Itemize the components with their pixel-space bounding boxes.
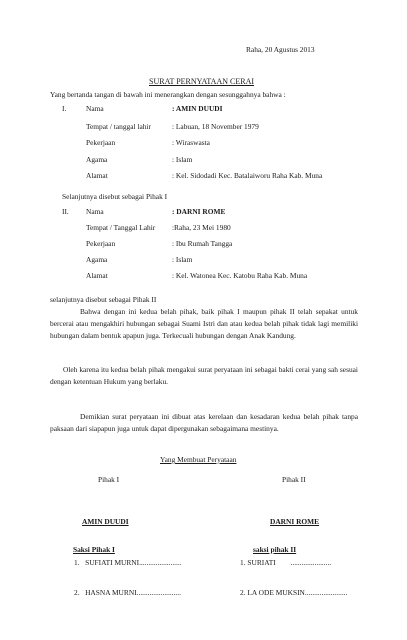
witness-left-1: 1. SUFIATI MURNI....................... [74,558,182,567]
party-2-name-label: Nama [86,207,104,216]
acknowledgement-paragraph: Oleh karena itu kedua belah pihak mengakui surat peryataan ini sebagai bakti cerai yang sah sesuai dengan ketentuan Hukum yang berlaku. [50,365,358,387]
witness-right-heading: saksi pihak II [253,545,297,554]
party-2-job-value: : Ibu Rumah Tangga [172,239,233,248]
signature-heading: Yang Membuat Peryataan [160,455,237,464]
party-1-job-label: Pekerjaan [86,138,116,147]
party-1-birth-label: Tempat / tanggal lahir [86,122,151,131]
party-1-birth-value: : Labuan, 18 November 1979 [172,122,259,131]
party-1-name-label: Nama [86,104,104,113]
witness-left-2: 2. HASNA MURNI........................ [74,588,181,597]
witness-right-1: 1. SURIATI ...................... [240,558,332,567]
signature-name-1: AMIN DUUDI [82,517,129,526]
party-2-address-label: Alamat [86,271,108,280]
agreement-paragraph: Bahwa dengan ini kedua belah pihak, baik pihak I maupun pihak II telah sepakat untuk bercerai atau mengakhiri hubungan sebagai Suami Istri dan atau kedua belah pihak tidak lagi memiliki hubungan dalam bentuk apapun juga. Terkecuali hubungan dengan Anak Kandung. [50,307,358,341]
party-1-job-value: : Wiraswasta [172,138,210,147]
party-2-name-value: : DARNI ROME [172,207,226,216]
party-2-birth-value: :Raha, 23 Mei 1980 [172,223,231,232]
witness-right-2: 2. LA ODE MUKSIN....................... [240,588,348,597]
party-1-religion-value: : Islam [172,155,193,164]
party-2-numeral: II. [62,207,69,216]
document-title: SURAT PERNYATAAN CERAI [149,77,255,86]
party-2-designation: selanjutnya disebut sebagai Pihak II [50,295,157,304]
party-2-birth-label: Tempat / Tanggal Lahir [86,223,156,232]
signature-pihak-1-label: Pihak I [98,475,120,484]
party-2-religion-value: : Islam [172,255,193,264]
party-1-religion-label: Agama [86,155,108,164]
party-2-religion-label: Agama [86,255,108,264]
party-1-designation: Selanjutnya disebut sebagai Pihak I [62,192,168,201]
party-2-job-label: Pekerjaan [86,239,116,248]
intro-text: Yang bertanda tangan di bawah ini menerangkan dengan sesunggahnya bahwa : [50,90,286,99]
signature-name-2: DARNI ROME [270,517,320,526]
party-1-address-label: Alamat [86,171,108,180]
letter-date: Raha, 20 Agustus 2013 [246,45,315,54]
witness-left-heading: Saksi Pihak I [73,545,115,554]
party-1-address-value: : Kel. Sidodadi Kec. Batalaiworu Raha Kab. Muna [172,171,323,180]
party-2-address-value: : Kel. Watonea Kec. Katobu Raha Kab. Muna [172,271,308,280]
signature-pihak-2-label: Pihak II [282,475,306,484]
party-1-numeral: I. [62,104,67,113]
party-1-name-value: : AMIN DUUDI [172,104,223,113]
closing-paragraph: Demikian surat peryataan ini dibuat atas kerelaan dan kesadaran kedua belah pihak tanpa paksaan dari siapapun juga untuk dapat dipergunakan sebagaimana mestinya. [50,412,358,434]
